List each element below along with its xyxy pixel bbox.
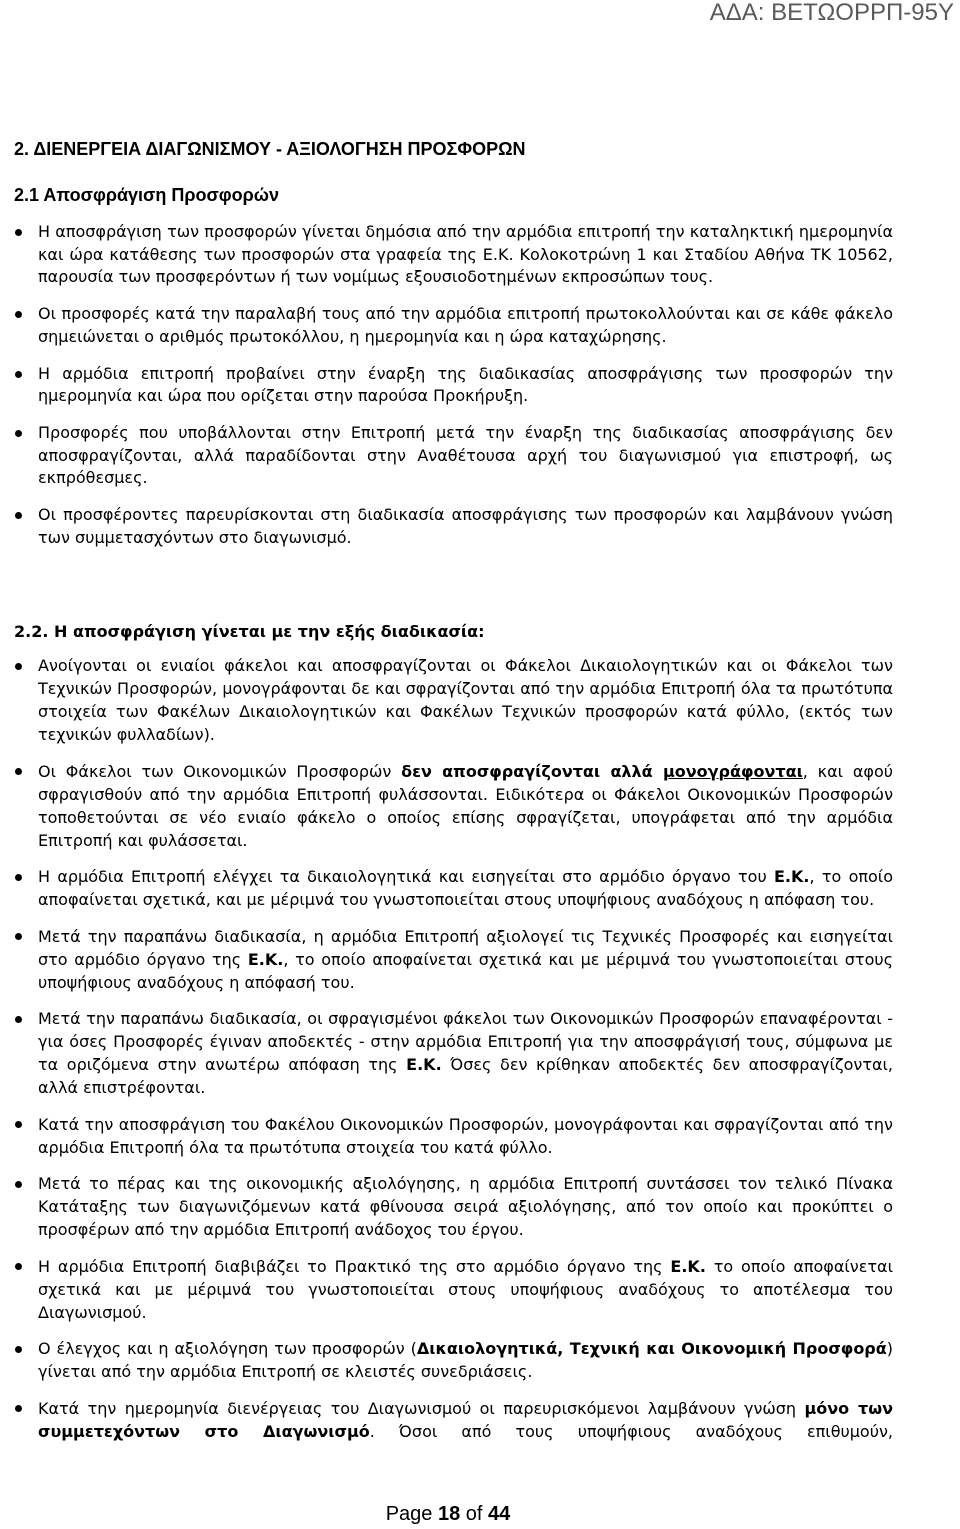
text-segment: . Όσοι από τους υποψήφιους αναδόχους επιθυμούν, <box>369 1421 893 1441</box>
list-item-text <box>38 1007 893 1099</box>
list-item <box>0 422 893 490</box>
bullet-list <box>0 221 893 549</box>
text-segment: Οι Φάκελοι των Οικονομικών Προσφορών <box>38 761 402 781</box>
list-item-text <box>38 760 893 852</box>
bullet-icon <box>15 768 22 775</box>
text-segment: Ανοίγονται οι ενιαίοι φάκελοι και αποσφραγίζονται οι Φάκελοι Δικαιολογητικών και οι Φάκελοι των Τεχνικών Προσφορών, μονογράφονται δε και σφραγίζονται από την αρμόδια Επιτροπή όλα τα πρωτότυπα στοιχεία των Φακέλων Δικαιολογητικών και Φακέλων Τεχνικών προσφορών κατά φύλλο, (εκτός των τεχνικών φυλλαδίων). <box>38 656 893 744</box>
text-segment: Η αποσφράγιση των προσφορών γίνεται δημόσια από την αρμόδια επιτροπή την καταληκτική ημερομηνία και ώρα κατάθεσης των προσφορών στα γραφεία της Ε.Κ. Κολοκοτρώνη 1 και Σταδίου Αθήνα ΤΚ 10562, παρουσία των προσφερόντων ή των νομίμως εξουσιοδοτημένων εκπροσώπων τους. <box>38 222 893 286</box>
list-item <box>0 865 893 911</box>
text-segment: , το οποίο αποφαίνεται σχετικά, και με μέριμνά του γνωστοποιείται στους υποψήφιους αναδόχους η απόφαση του. <box>38 867 894 909</box>
list-item-text <box>38 303 893 348</box>
list-item <box>0 1113 893 1159</box>
list-item-text <box>38 363 893 408</box>
text-segment: Κατά την ημερομηνία διενέργειας του Διαγωνισμού οι παρευρισκόμενοι λαμβάνουν γνώση <box>38 1398 805 1418</box>
list-item <box>0 504 893 549</box>
list-item-text <box>38 925 893 994</box>
text-segment: Η αρμόδια Επιτροπή ελέγχει τα δικαιολογητικά και εισηγείται στο αρμόδιο όργανο του <box>38 867 774 886</box>
text-segment: Μετά την παραπάνω διαδικασία, οι σφραγισμένοι φάκελοι των Οικονομικών Προσφορών επαναφέρονται - για όσες Προσφορές έγιναν αποδεκτές - στην αρμόδια Επιτροπή για την αποσφράγισή τους, σύμφωνα με τα οριζόμενα στην ανωτέρω απόφαση της <box>38 1009 893 1074</box>
page-of-label: of <box>465 1503 483 1525</box>
bullet-list <box>0 654 893 1443</box>
subsection-unsealing <box>0 184 893 564</box>
list-item-text <box>38 654 893 746</box>
list-item-text <box>38 422 893 490</box>
bold-text-segment: μονογράφονται <box>662 761 803 781</box>
bullet-icon <box>15 933 22 940</box>
list-item <box>0 363 893 408</box>
page-label: Page <box>385 1503 433 1525</box>
bold-text-segment: Ε.Κ. <box>774 867 810 886</box>
text-segment: , και αφού σφραγισθούν από την αρμόδια Επιτροπή φυλάσσονται. Ειδικότερα οι Φάκελοι Οικονομικών Προσφορών τοποθετούνται σε νέο ενιαίο φάκελο ο οποίος επίσης σφραγίζεται, υπογράφεται από την αρμόδια Επιτροπή και φυλάσσεται. <box>38 761 894 850</box>
list-item <box>0 1172 893 1241</box>
bullet-icon <box>15 430 22 437</box>
text-segment: το οποίο αποφαίνεται σχετικά και με μέριμνά του γνωστοποιείται στους υποψήφιους αναδόχους το αποτέλεσμα του Διαγωνισμού. <box>38 1256 893 1322</box>
list-item-text <box>38 1172 893 1241</box>
list-item-text <box>38 1337 893 1383</box>
bullet-icon <box>15 371 22 378</box>
bold-text-segment: Ε.Κ. <box>670 1256 706 1276</box>
bullet-icon <box>15 229 22 236</box>
list-item <box>0 1007 893 1099</box>
list-item <box>0 303 893 348</box>
page-footer <box>0 1501 896 1527</box>
bullet-icon <box>15 1263 22 1270</box>
bold-text-segment: Δικαιολογητικά, Τεχνική και Οικονομική Προσφορά <box>416 1339 887 1358</box>
list-item <box>0 760 893 852</box>
text-segment: ) γίνεται από την αρμόδια Επιτροπή σε κλειστές συνεδριάσεις. <box>38 1339 893 1381</box>
list-item-text <box>38 221 893 289</box>
current-page-number: 18 <box>437 1503 461 1525</box>
bullet-icon <box>15 311 22 318</box>
list-item <box>0 1397 893 1443</box>
text-segment: , το οποίο αποφαίνεται σχετικά και με μέριμνά του γνωστοποιείται στους υποψήφιους αναδόχους η απόφασή του. <box>38 949 894 992</box>
bullet-icon <box>15 663 22 670</box>
list-item <box>0 1255 893 1324</box>
subsection-procedure <box>0 620 893 1456</box>
list-item <box>0 221 893 289</box>
text-segment: Η αρμόδια Επιτροπή διαβιβάζει το Πρακτικό της στο αρμόδιο όργανο της <box>38 1256 671 1276</box>
text-segment: Προσφορές που υποβάλλονται στην Επιτροπή μετά την έναρξη της διαδικασίας αποσφράγισης δεν αποσφραγίζονται, αλλά παραδίδονται στην Αναθέτουσα αρχή του διαγωνισμού για επιστροφή, ως εκπρόθεσμες. <box>38 423 893 487</box>
bullet-icon <box>15 1016 22 1023</box>
bold-text-segment: δεν αποσφραγίζονται αλλά <box>401 761 663 781</box>
text-segment: Οι προσφορές κατά την παραλαβή τους από την αρμόδια επιτροπή πρωτοκολλούνται και σε κάθε φάκελο σημειώνεται ο αριθμός πρωτοκόλλου, η ημερομηνία και η ώρα καταχώρησης. <box>38 304 893 346</box>
list-item-text <box>38 504 893 549</box>
text-segment: Ο έλεγχος και η αξιολόγηση των προσφορών ( <box>38 1339 417 1358</box>
ada-code: ΑΔΑ: ΒΕΤΩΟΡΡΠ-95Υ <box>709 0 954 26</box>
text-segment: Όσες δεν κρίθηκαν αποδεκτές δεν αποσφραγίζονται, αλλά επιστρέφονται. <box>38 1055 894 1097</box>
bullet-icon <box>15 874 22 881</box>
text-segment: Η αρμόδια επιτροπή προβαίνει στην έναρξη της διαδικασίας αποσφράγισης των προσφορών την ημερομηνία και ώρα που ορίζεται στην παρούσα Προκήρυξη. <box>38 363 893 405</box>
bold-text-segment: μόνο των συμμετεχόντων στο Διαγωνισμό <box>38 1398 893 1441</box>
text-segment: Οι προσφέροντες παρευρίσκονται στη διαδικασία αποσφράγισης των προσφορών και λαμβάνουν γνώση των συμμετασχόντων στο διαγωνισμό. <box>38 505 893 547</box>
list-item-text <box>38 1255 893 1324</box>
bullet-icon <box>15 1346 22 1353</box>
text-segment: Κατά την αποσφράγιση του Φακέλου Οικονομικών Προσφορών, μονογράφονται και σφραγίζονται από την αρμόδια Επιτροπή όλα τα πρωτότυπα στοιχεία του κατά φύλλο. <box>38 1114 893 1157</box>
list-item <box>0 654 893 746</box>
subsection-title: 2.1 Αποσφράγιση Προσφορών <box>14 185 280 205</box>
list-item-text <box>38 865 893 911</box>
section-title: 2. ΔΙΕΝΕΡΓΕΙΑ ΔΙΑΓΩΝΙΣΜΟΥ - ΑΞΙΟΛΟΓΗΣΗ ΠΡΟΣΦΟΡΩΝ <box>14 139 526 159</box>
text-segment: Μετά το πέρας και της οικονομικής αξιολόγησης, η αρμόδια Επιτροπή συντάσσει τον τελικό Πίνακα Κατάταξης των διαγωνιζόμενων κατά φθίνουσα σειρά αξιολόγησης, από τον οποίο και προκύπτει ο προσφέρων από την αρμόδια Επιτροπή ανάδοχος του έργου. <box>38 1174 893 1239</box>
bold-text-segment: Ε.Κ. <box>247 949 284 969</box>
text-segment: Μετά την παραπάνω διαδικασία, η αρμόδια Επιτροπή αξιολογεί τις Τεχνικές Προσφορές και εισηγείται στο αρμόδιο όργανο της <box>38 926 893 969</box>
bullet-icon <box>15 512 22 519</box>
bullet-icon <box>15 1121 22 1128</box>
subsection-title: 2.2. Η αποσφράγιση γίνεται με την εξής διαδικασία: <box>14 622 485 641</box>
bold-text-segment: Ε.Κ. <box>406 1055 442 1074</box>
total-pages-number: 44 <box>488 1503 511 1525</box>
bullet-icon <box>15 1181 22 1188</box>
list-item-text <box>38 1113 893 1159</box>
list-item <box>0 925 893 994</box>
list-item-text <box>38 1397 893 1443</box>
list-item <box>0 1337 893 1383</box>
bullet-icon <box>15 1405 22 1412</box>
